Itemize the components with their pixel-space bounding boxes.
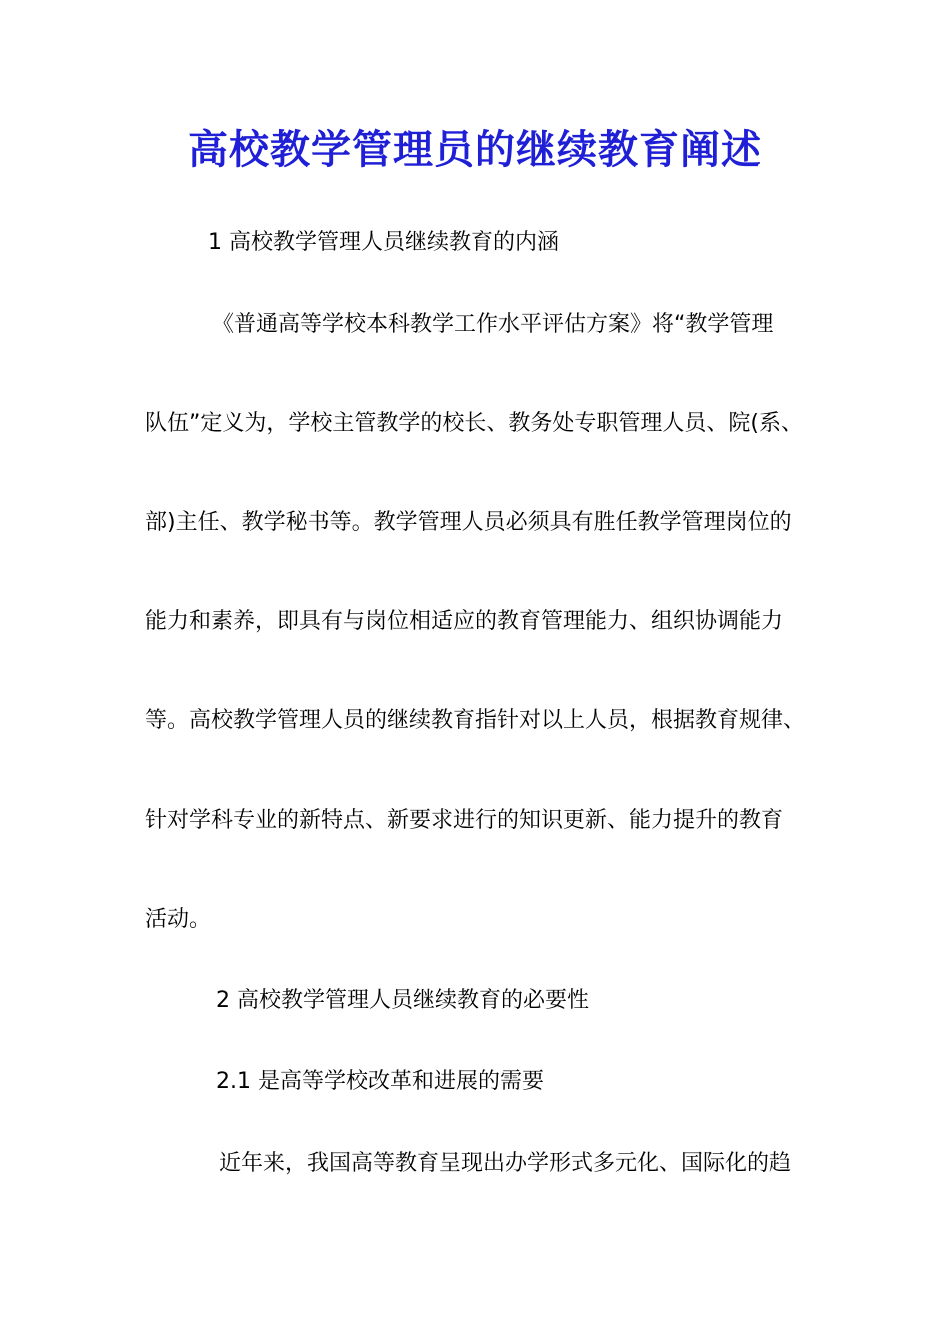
document-title: 高校教学管理员的继续教育阐述 xyxy=(188,126,762,173)
paragraph-line: 部)主任、教学秘书等。教学管理人员必须具有胜任教学管理岗位的 xyxy=(145,510,792,535)
paragraph-line: 能力和素养，即具有与岗位相适应的教育管理能力、组织协调能力 xyxy=(145,609,784,634)
paragraph-line: 针对学科专业的新特点、新要求进行的知识更新、能力提升的教育 xyxy=(145,808,784,833)
section-heading-2: 2 高校教学管理人员继续教育的必要性 xyxy=(216,988,589,1013)
paragraph-line: 近年来，我国高等教育呈现出办学形式多元化、国际化的趋 xyxy=(219,1151,792,1176)
section-heading-1: 1 高校教学管理人员继续教育的内涵 xyxy=(208,230,559,255)
paragraph-line: 等。高校教学管理人员的继续教育指针对以上人员，根据教育规律、 xyxy=(145,708,806,733)
paragraph-line: 活动。 xyxy=(145,907,212,932)
paragraph-line: 队伍”定义为，学校主管教学的校长、教务处专职管理人员、院(系、 xyxy=(145,411,803,436)
subsection-heading-2-1: 2.1 是高等学校改革和进展的需要 xyxy=(216,1069,544,1094)
paragraph-line: 《普通高等学校本科教学工作水平评估方案》将“教学管理 xyxy=(212,312,774,337)
